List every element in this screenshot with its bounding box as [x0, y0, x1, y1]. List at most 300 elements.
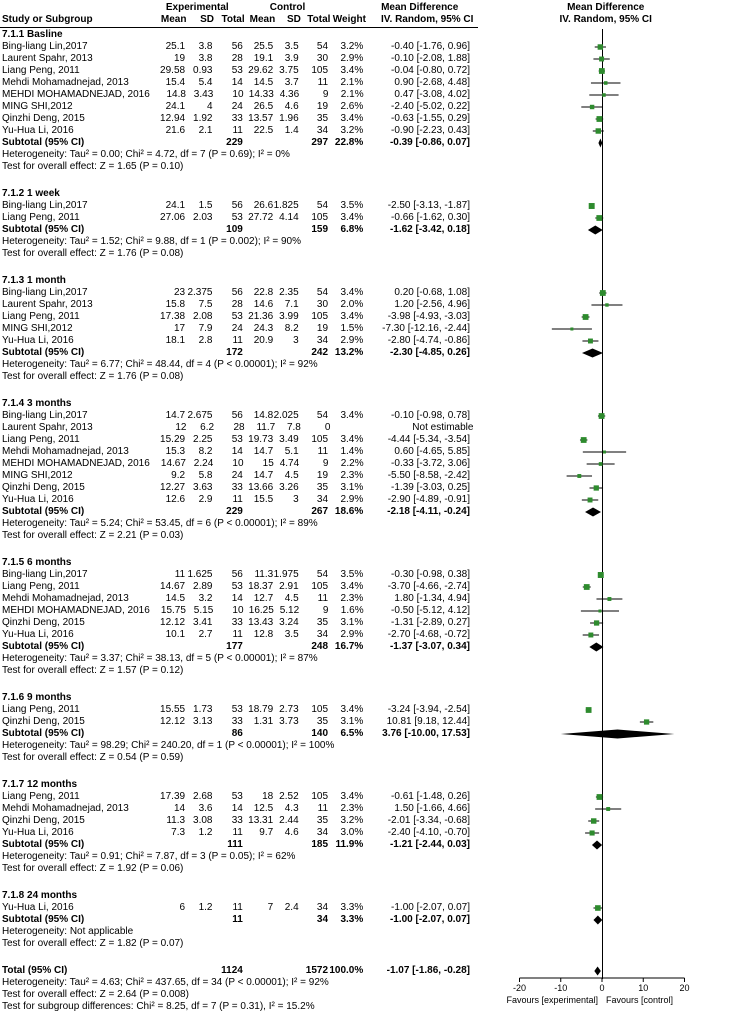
point-estimate-square [599, 413, 605, 419]
section-spacer [0, 260, 730, 275]
point-estimate-square [599, 68, 605, 74]
heterogeneity-note: Heterogeneity: Not applicable [2, 926, 134, 937]
weight-value: 3.4% [340, 581, 364, 592]
ctrl-sd-value: 2.4 [284, 902, 299, 913]
ci-text: -2.40 [-5.02, 0.22] [391, 101, 470, 112]
axis-tick-label: 20 [679, 983, 690, 993]
section-label: 7.1.6 9 months [2, 692, 72, 703]
heterogeneity-note: Heterogeneity: Tau² = 1.52; Chi² = 9.88, df = 1 (P = 0.002); I² = 90% [2, 236, 301, 247]
ctrl-total-value: 105 [311, 311, 329, 322]
header-spacer [330, 2, 366, 14]
empty-cell [273, 965, 298, 977]
point-estimate-square [598, 610, 601, 613]
ci-text: -0.04 [-0.80, 0.72] [391, 65, 470, 76]
pooled-label: Subtotal (95% CI) [2, 728, 85, 739]
weight-value: 100.0% [329, 965, 364, 976]
ctrl-sd-value: 2.025 [273, 410, 299, 421]
weight-value: 2.1% [340, 77, 364, 88]
exp-mean-value: 14.67 [160, 581, 186, 592]
study-name: MING SHI,2012 [2, 323, 73, 334]
ctrl-mean-value: 18 [262, 791, 274, 802]
study-effect-marker [478, 593, 730, 605]
study-effect-cell [478, 53, 730, 65]
study-name: MING SHI,2012 [2, 470, 73, 481]
study-effect-marker [478, 716, 730, 728]
point-estimate-square [594, 620, 599, 625]
study-name: Liang Peng, 2011 [2, 581, 80, 592]
study-effect-marker [478, 803, 730, 815]
point-estimate-square [596, 128, 601, 133]
total-heterogeneity-row [0, 977, 478, 989]
empty-cell [149, 839, 185, 851]
axis-tick-label: 10 [638, 983, 649, 993]
pooled-diamond [478, 839, 730, 851]
pooled-effect-cell [478, 137, 730, 149]
total-overall-effect-note: Test for overall effect: Z = 2.64 (P = 0.008) [2, 989, 189, 1000]
ctrl-total-value: 30 [316, 53, 329, 64]
control-group-header: Control [269, 2, 306, 13]
diamond-shape [561, 730, 675, 739]
ci-text: -1.31 [-2.89, 0.27] [391, 617, 470, 628]
diamond-shape [582, 349, 603, 358]
ctrl-sd-value: 2.73 [279, 704, 299, 715]
pooled-effect-cell [478, 641, 730, 653]
ctrl-total-value: 54 [316, 287, 329, 298]
study-row [0, 311, 730, 323]
study-effect-cell [478, 311, 730, 323]
ctrl-sd-value: 2.44 [279, 815, 299, 826]
study-name: Yu-Hua Li, 2016 [2, 125, 74, 136]
exp-total-value: 11 [232, 335, 243, 346]
exp-total-value: 111 [227, 839, 243, 850]
exp-total-value: 53 [231, 791, 243, 802]
weight-value: 3.4% [340, 434, 364, 445]
empty-cell [149, 728, 185, 740]
empty-cell [243, 839, 273, 851]
ctrl-mean-value: 20.9 [253, 335, 274, 346]
pooled-label: Subtotal (95% CI) [2, 839, 85, 850]
study-row [0, 434, 730, 446]
weight-value: 3.4% [340, 791, 364, 802]
study-row [0, 101, 730, 113]
study-name: Liang Peng, 2011 [2, 311, 80, 322]
forest-body [0, 29, 730, 977]
study-effect-marker [478, 323, 730, 335]
section-spacer [0, 875, 730, 890]
exp-mean-value: 15.55 [160, 704, 186, 715]
md-title-text-col: Mean Difference [381, 2, 459, 13]
point-estimate-square [599, 57, 604, 62]
heterogeneity-note: Heterogeneity: Tau² = 98.29; Chi² = 240.20, df = 1 (P < 0.00001); I² = 100% [2, 740, 335, 751]
exp-total-value: 56 [231, 41, 243, 52]
point-estimate-square [604, 81, 608, 85]
study-effect-marker [478, 470, 730, 482]
ctrl-total-value: 34 [316, 629, 329, 640]
empty-cell [243, 506, 273, 518]
pooled-diamond [478, 137, 730, 149]
empty-cell [273, 506, 298, 518]
weight-value: 2.9% [340, 494, 364, 505]
ctrl-total-value: 9 [322, 458, 329, 469]
section-spacer [0, 677, 730, 692]
exp-sd-value: 8.2 [198, 446, 213, 457]
ctrl-total-value: 19 [316, 470, 329, 481]
study-effect-marker [478, 902, 730, 914]
exp-total-value: 11 [232, 629, 243, 640]
study-effect-marker [478, 212, 730, 224]
weight-value: 3.4% [340, 113, 364, 124]
heterogeneity-note-row [0, 926, 730, 938]
section-spacer [0, 383, 730, 398]
study-effect-marker [478, 629, 730, 641]
overall-effect-note-row [0, 530, 730, 542]
exp-sd-value: 2.89 [193, 581, 213, 592]
ci-text: -2.50 [-3.13, -1.87] [387, 200, 470, 211]
header-spacer [0, 2, 150, 14]
exp-total-value: 33 [231, 815, 243, 826]
subtotal-row [0, 347, 730, 359]
ctrl-mean-value: 14.7 [253, 470, 274, 481]
exp-mean-value: 15.75 [160, 605, 186, 616]
ci-text: -2.90 [-4.89, -0.91] [387, 494, 470, 505]
exp-total-value: 11 [232, 902, 243, 913]
weight-value: 3.5% [340, 569, 364, 580]
study-row [0, 581, 730, 593]
exp-total-value: 53 [231, 65, 243, 76]
ctrl-mean-value: 14.5 [253, 77, 274, 88]
exp-total-value: 14 [231, 803, 243, 814]
exp-total-value: 109 [226, 224, 243, 235]
ci-text: -3.24 [-3.94, -2.54] [387, 704, 470, 715]
study-row [0, 803, 730, 815]
exp-total-value: 24 [231, 470, 243, 481]
overall-effect-note: Test for overall effect: Z = 1.82 (P = 0.07) [2, 938, 184, 949]
pooled-label: Subtotal (95% CI) [2, 506, 85, 517]
diamond-shape [585, 508, 601, 517]
ctrl-total-value: 105 [311, 704, 329, 715]
exp-total-value: 177 [226, 641, 243, 652]
study-effect-cell [478, 791, 730, 803]
exp-total-value: 86 [231, 728, 243, 739]
study-effect-cell [478, 200, 730, 212]
ctrl-sd-value: 5.12 [279, 605, 300, 616]
ctrl-mean-value: 21.36 [248, 311, 274, 322]
study-name: Qinzhi Deng, 2015 [2, 617, 85, 628]
exp-mean-value: 14.8 [166, 89, 186, 100]
ci-text: -3.70 [-4.66, -2.74] [387, 581, 470, 592]
empty-cell [185, 914, 212, 926]
weight-value: 2.9% [340, 629, 364, 640]
exp-sd-value: 1.73 [193, 704, 213, 715]
overall-effect-note: Test for overall effect: Z = 1.76 (P = 0.08) [2, 248, 184, 259]
weight-value: 3.2% [340, 815, 364, 826]
ctrl-total-value: 34 [316, 827, 329, 838]
exp-sd-value: 2.9 [198, 494, 213, 505]
section-header-row [0, 398, 730, 410]
md-method-text-header: IV. Random, 95% CI [381, 14, 474, 25]
empty-cell [149, 347, 185, 359]
exp-sd-value: 1.2 [198, 902, 213, 913]
ci-text: -2.80 [-4.74, -0.86] [387, 335, 470, 346]
subtotal-row [0, 224, 730, 236]
study-row [0, 77, 730, 89]
study-effect-cell [478, 494, 730, 506]
exp-sd-value: 1.2 [198, 827, 213, 838]
exp-sd-value: 5.4 [198, 77, 213, 88]
ctrl-mean-value: 15.5 [253, 494, 274, 505]
study-row [0, 212, 730, 224]
overall-effect-note-row [0, 863, 730, 875]
study-effect-cell [478, 569, 730, 581]
ctrl-total-value: 19 [316, 323, 329, 334]
ctrl-sd-value: 8.2 [284, 323, 299, 334]
empty-cell [243, 914, 273, 926]
study-name: Yu-Hua Li, 2016 [2, 335, 74, 346]
ctrl-mean-value: 26.6 [253, 200, 274, 211]
point-estimate-square [583, 314, 589, 320]
study-effect-marker [478, 200, 730, 212]
section-spacer [0, 764, 730, 779]
exp-total-value: 11 [232, 827, 243, 838]
exp-sd-value: 3.8 [198, 53, 213, 64]
subtotal-row [0, 728, 730, 740]
exp-total-value: 14 [231, 593, 243, 604]
ci-text: -0.10 [-2.08, 1.88] [391, 53, 470, 64]
ctrl-sd-value: 4.6 [284, 827, 299, 838]
exp-sd-value: 3.43 [193, 89, 214, 100]
exp-mean-value: 9.2 [171, 470, 186, 481]
study-effect-cell [478, 434, 730, 446]
ctrl-sd-value: 5.1 [284, 446, 299, 457]
section-label: 7.1.3 1 month [2, 275, 66, 286]
study-effect-cell [478, 617, 730, 629]
study-effect-marker [478, 791, 730, 803]
ctrl-total-value: 9 [322, 89, 329, 100]
study-name: Yu-Hua Li, 2016 [2, 902, 74, 913]
study-effect-marker [478, 581, 730, 593]
ctrl-mean-value: 14.6 [253, 299, 274, 310]
ctrl-total-value: 105 [311, 791, 329, 802]
ctrl-total-value: 35 [316, 113, 329, 124]
ctrl-total-value: 105 [311, 65, 329, 76]
ctrl-mean-value: 16.25 [248, 605, 274, 616]
study-effect-marker [478, 434, 730, 446]
study-effect-cell [478, 65, 730, 77]
subtotal-row [0, 914, 730, 926]
study-row [0, 323, 730, 335]
exp-mean-value: 17 [173, 323, 186, 334]
ctrl-mean-value: 19.1 [253, 53, 274, 64]
heterogeneity-note: Heterogeneity: Tau² = 0.00; Chi² = 4.72, df = 7 (P = 0.69); I² = 0% [2, 149, 290, 160]
pooled-effect-cell [478, 347, 730, 359]
overall-effect-note-row [0, 248, 730, 260]
point-estimate-square [588, 498, 593, 503]
ci-text: -1.39 [-3.03, 0.25] [391, 482, 470, 493]
ci-text: Not estimable [412, 422, 474, 433]
point-estimate-square [590, 830, 595, 835]
study-effect-cell [478, 410, 730, 422]
exp-mean-value: 12.6 [165, 494, 186, 505]
ctrl-total-value: 54 [316, 200, 329, 211]
ci-text: -0.39 [-0.86, 0.07] [389, 137, 470, 148]
ctrl-sd-value: 4.5 [284, 593, 299, 604]
point-estimate-square [590, 105, 594, 109]
ctrl-total-value: 11 [317, 77, 329, 88]
study-row [0, 335, 730, 347]
study-effect-marker [478, 815, 730, 827]
exp-sd-value: 3.13 [193, 716, 213, 727]
empty-cell [243, 728, 273, 740]
ci-text: -2.18 [-4.11, -0.24] [387, 506, 470, 517]
study-row [0, 617, 730, 629]
study-name: Liang Peng, 2011 [2, 791, 80, 802]
study-row [0, 902, 730, 914]
weight-value: 3.4% [340, 311, 364, 322]
study-name: Mehdi Mohamadnejad, 2013 [2, 803, 129, 814]
ctrl-mean-value: 24.3 [253, 323, 274, 334]
ctrl-mean-value: 13.43 [248, 617, 274, 628]
exp-mean-value: 12.27 [160, 482, 186, 493]
ctrl-total-value: 35 [316, 482, 329, 493]
ctrl-total-value: 185 [311, 839, 329, 850]
ctrl-mean-value: 12.8 [253, 629, 274, 640]
weight-value: 2.1% [340, 89, 364, 100]
ci-text: -0.66 [-1.62, 0.30] [391, 212, 470, 223]
study-name: Liang Peng, 2011 [2, 704, 80, 715]
pooled-label: Subtotal (95% CI) [2, 347, 85, 358]
exp-mean-value: 25.1 [165, 41, 186, 52]
study-effect-cell [478, 458, 730, 470]
point-estimate-square [581, 437, 587, 443]
exp-mean-value: 17.38 [160, 311, 186, 322]
heterogeneity-note-row [0, 359, 730, 371]
empty-cell [273, 728, 298, 740]
ctrl-sd-value: 7.8 [286, 422, 301, 433]
heterogeneity-note-row [0, 851, 730, 863]
ctrl-total-value: 105 [311, 581, 329, 592]
study-row [0, 494, 730, 506]
study-effect-cell [478, 323, 730, 335]
exp-total-header: Total [221, 14, 245, 25]
ctrl-total-value: 297 [311, 137, 329, 148]
ci-text: 10.81 [9.18, 12.44] [386, 716, 470, 727]
ctrl-mean-value: 14.33 [248, 89, 274, 100]
study-name: Qinzhi Deng, 2015 [2, 482, 85, 493]
ctrl-total-value: 34 [316, 125, 329, 136]
point-estimate-square [589, 203, 595, 209]
empty-cell [185, 965, 212, 977]
ctrl-sd-value: 4.6 [284, 101, 299, 112]
total-overall-effect-row [0, 989, 478, 1001]
overall-effect-note: Test for overall effect: Z = 2.21 (P = 0.03) [2, 530, 184, 541]
empty-cell [185, 224, 212, 236]
ci-text: -3.98 [-4.93, -3.03] [387, 311, 470, 322]
study-effect-marker [478, 704, 730, 716]
ctrl-sd-value: 3.7 [284, 77, 299, 88]
pooled-diamond [478, 914, 730, 926]
exp-mean-value: 27.06 [160, 212, 186, 223]
ctrl-total-value: 54 [316, 41, 329, 52]
point-estimate-square [594, 485, 599, 490]
ctrl-sd-value: 2.35 [279, 287, 299, 298]
study-name: Liang Peng, 2011 [2, 434, 80, 445]
exp-total-value: 10 [232, 605, 244, 616]
exp-sd-value: 3.08 [193, 815, 213, 826]
exp-sd-value: 2.7 [198, 629, 213, 640]
exp-mean-value: 15.8 [165, 299, 186, 310]
study-row [0, 791, 730, 803]
exp-total-value: 33 [231, 482, 243, 493]
ci-text: -4.44 [-5.34, -3.54] [387, 434, 470, 445]
study-effect-marker [478, 410, 730, 422]
ci-text: -2.70 [-4.68, -0.72] [387, 629, 470, 640]
point-estimate-square [644, 719, 649, 724]
study-row [0, 482, 730, 494]
exp-total-value: 56 [231, 569, 243, 580]
study-effect-marker [478, 113, 730, 125]
ci-text: -1.00 [-2.07, 0.07] [391, 902, 470, 913]
study-effect-marker [478, 65, 730, 77]
overall-effect-note-row [0, 371, 730, 383]
exp-total-value: 10 [232, 458, 244, 469]
point-estimate-square [599, 462, 603, 466]
weight-value: 1.6% [340, 605, 364, 616]
study-effect-marker [478, 311, 730, 323]
overall-effect-note-row [0, 161, 730, 173]
pooled-diamond [478, 347, 730, 359]
exp-mean-header: Mean [160, 14, 187, 25]
ctrl-sd-value: 3.26 [279, 482, 299, 493]
study-effect-marker [478, 482, 730, 494]
study-effect-marker [478, 617, 730, 629]
study-effect-cell [481, 422, 730, 434]
ctrl-total-value: 9 [322, 605, 329, 616]
ctrl-total-value: 35 [316, 617, 329, 628]
study-effect-marker [478, 299, 730, 311]
ctrl-sd-header: SD [286, 14, 301, 25]
ci-text: -2.30 [-4.85, 0.26] [389, 347, 470, 358]
point-estimate-square [596, 116, 602, 122]
ci-text: -1.37 [-3.07, 0.34] [389, 641, 470, 652]
weight-value [330, 422, 366, 434]
exp-total-value: 229 [226, 506, 243, 517]
pooled-label: Total (95% CI) [2, 965, 68, 976]
exp-mean-value: 11 [174, 569, 186, 580]
study-effect-cell [478, 470, 730, 482]
overall-effect-note-row [0, 938, 730, 950]
section-label: 7.1.2 1 week [2, 188, 60, 199]
ci-text: -2.40 [-4.10, -0.70] [387, 827, 470, 838]
favours-control-label: Favours [control] [606, 995, 674, 1005]
ctrl-mean-value: 18.37 [248, 581, 274, 592]
ctrl-total-value: 248 [311, 641, 329, 652]
heterogeneity-note-row [0, 653, 730, 665]
exp-mean-value: 15.29 [160, 434, 186, 445]
exp-total-value: 10 [232, 89, 244, 100]
exp-mean-value: 12 [175, 422, 187, 433]
point-estimate-square [602, 93, 606, 97]
ctrl-mean-value: 18.79 [248, 704, 274, 715]
section-header-row [0, 275, 730, 287]
section-spacer [0, 542, 730, 557]
study-row [0, 65, 730, 77]
point-estimate-square [595, 905, 601, 911]
study-name: Bing-liang Lin,2017 [2, 410, 88, 421]
exp-total-value: 53 [231, 212, 243, 223]
exp-sd-value: 2.68 [193, 791, 213, 802]
exp-sd-value: 4 [206, 101, 213, 112]
study-effect-cell [478, 605, 730, 617]
